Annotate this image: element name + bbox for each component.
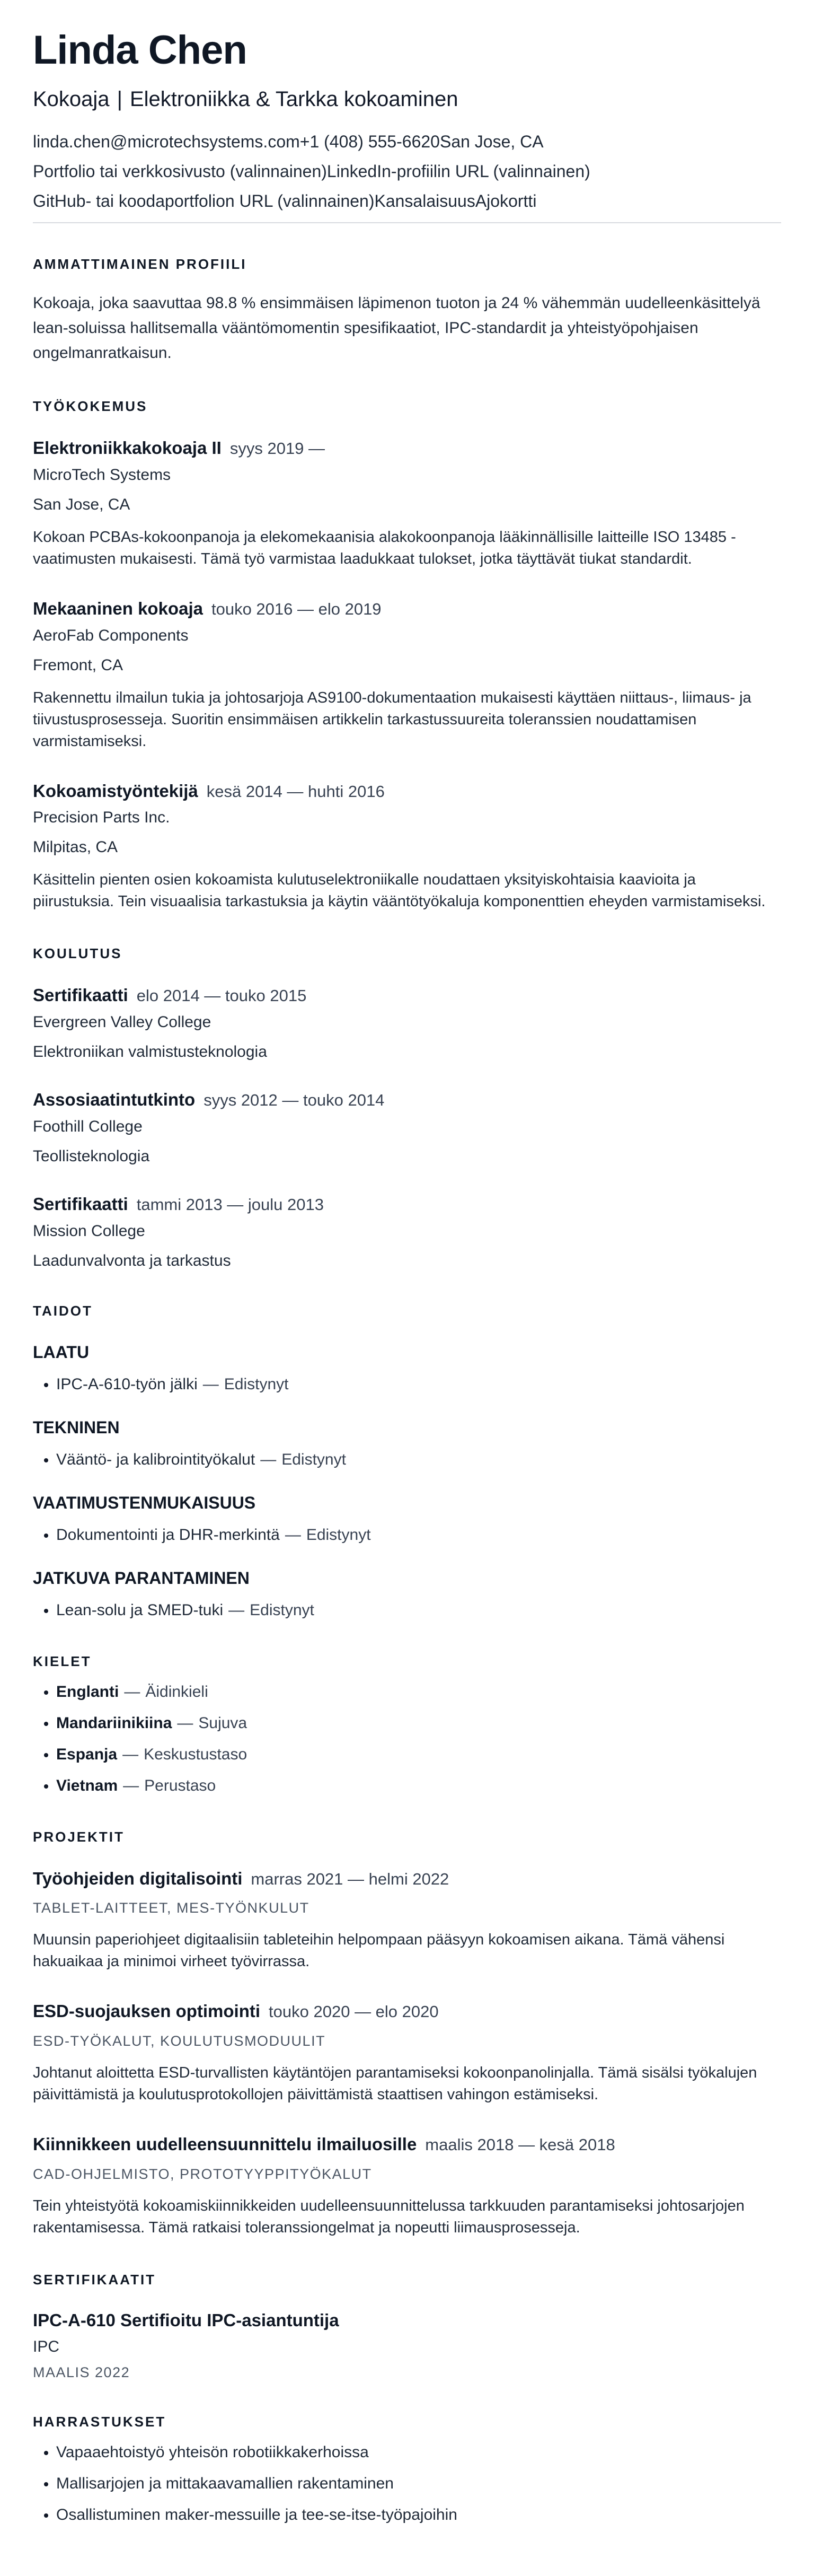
job-title-row — [33, 437, 781, 459]
contact-github: GitHub- tai koodaportfolion URL (valinnainen) — [33, 191, 375, 211]
skill-level: Edistynyt — [250, 1601, 314, 1619]
language-level: Perustaso — [144, 1776, 216, 1794]
project-tools: TABLET-LAITTEET, MES-TYÖNKULUT — [33, 1900, 309, 1916]
section-experience — [33, 398, 781, 913]
project-description: Muunsin paperiohjeet digitaalisiin tableteihin helpompaan pääsyyn kokoamisen aikana. Tämä vähensi hakuaikaa ja minimoi virheet työvirrassa. — [33, 1931, 725, 1970]
section-profile-label: AMMATTIMAINEN PROFIILI — [33, 256, 247, 273]
contact-driving-license: Ajokortti — [475, 191, 537, 211]
job-dates: syys 2019 — — [229, 439, 325, 458]
contact-city: San Jose, CA — [439, 132, 544, 152]
certification-name: IPC-A-610 Sertifioitu IPC-asiantuntija — [33, 2310, 339, 2330]
section-profile — [33, 256, 781, 365]
dash-separator: — — [285, 1526, 301, 1544]
section-certifications — [33, 2272, 781, 2381]
language-level: Sujuva — [198, 1714, 247, 1732]
section-experience-label: TYÖKOKEMUS — [33, 398, 148, 415]
skill-list — [33, 1524, 781, 1545]
project-dates: touko 2020 — elo 2020 — [269, 2002, 439, 2021]
section-skills — [33, 1303, 781, 1620]
skill-item — [56, 1449, 781, 1470]
headline-role: Kokoaja — [33, 87, 110, 111]
skill-level: Edistynyt — [281, 1450, 346, 1468]
education-school: Mission College — [33, 1222, 145, 1240]
skill-category: VAATIMUSTENMUKAISUUS — [33, 1493, 256, 1512]
project-title: ESD-suojauksen optimointi — [33, 2001, 261, 2021]
certification-date: MAALIS 2022 — [33, 2364, 130, 2380]
project-title: Kiinnikkeen uudelleensuunnittelu ilmailuosille — [33, 2134, 417, 2154]
project-description: Johtanut aloittetta ESD-turvallisten käytäntöjen parantamiseksi kokoonpanolinjalla. Tämä sisälsi työkalujen päivittämistä ja koulutusprotokollojen päivittämistä staattisen vahingon estämiseksi. — [33, 2064, 757, 2104]
job-location: Milpitas, CA — [33, 838, 118, 856]
job-title-row — [33, 598, 781, 620]
education-field: Elektroniikan valmistusteknologia — [33, 1043, 267, 1061]
education-dates: syys 2012 — touko 2014 — [204, 1091, 385, 1110]
section-languages — [33, 1653, 781, 1796]
project-tools: ESD-TYÖKALUT, KOULUTUSMODUULIT — [33, 2033, 326, 2049]
hobby-item: • Osallistuminen maker-messuille ja tee-se-itse-työpajoihin — [56, 2504, 781, 2525]
profile-text: Kokoaja, joka saavuttaa 98.8 % ensimmäisen läpimenon tuoton ja 24 % vähemmän uudelleenkäsittelyä lean-soluissa hallitsemalla vääntömomentin spesifikaatiot, IPC-standardit ja yhteistyöpohjaisen ongelmanratkaisun. — [33, 294, 760, 362]
section-education — [33, 945, 781, 1269]
education-field: Laadunvalvonta ja tarkastus — [33, 1251, 231, 1269]
job-entry — [33, 598, 781, 752]
language-name: Mandariinikiina — [56, 1714, 172, 1732]
education-degree: Sertifikaatti — [33, 985, 128, 1005]
job-entry — [33, 780, 781, 913]
education-school: Evergreen Valley College — [33, 1013, 211, 1031]
language-item — [56, 1744, 781, 1765]
education-entry — [33, 984, 781, 1061]
dash-separator: — — [123, 1776, 139, 1794]
education-title-row — [33, 1193, 781, 1215]
contact-row-links — [33, 161, 781, 182]
project-title-row — [33, 1868, 781, 1890]
person-name: Linda Chen — [33, 28, 247, 73]
education-entry — [33, 1089, 781, 1166]
job-dates: kesä 2014 — huhti 2016 — [206, 782, 385, 801]
education-degree: Sertifikaatti — [33, 1194, 128, 1214]
education-dates: tammi 2013 — joulu 2013 — [136, 1195, 324, 1214]
headline — [33, 85, 781, 113]
job-entry — [33, 437, 781, 570]
skill-level: Edistynyt — [224, 1375, 289, 1393]
language-item — [56, 1713, 781, 1733]
contact-portfolio: Portfolio tai verkkosivusto (valinnainen) — [33, 162, 327, 181]
job-description: Kokoan PCBAs-kokoonpanoja ja elekomekaanisia alakokoonpanoja lääkinnällisille laitteille ISO 13485 -vaatimusten mukaisesti. Tämä työ varmistaa laadukkaat tulokset, jotka täyttävät tiukat standardit. — [33, 528, 736, 567]
skill-list — [33, 1600, 781, 1620]
contact-phone: +1 (408) 555-6620 — [299, 132, 440, 152]
job-company: AeroFab Components — [33, 626, 189, 644]
project-dates: marras 2021 — helmi 2022 — [251, 1869, 449, 1888]
skill-name: Dokumentointi ja DHR-merkintä — [56, 1526, 280, 1544]
hobby-list — [33, 2442, 781, 2525]
job-dates: touko 2016 — elo 2019 — [211, 599, 382, 618]
section-education-label: KOULUTUS — [33, 945, 122, 962]
certification-entry — [33, 2310, 781, 2381]
education-degree: Assosiaatintutkinto — [33, 1090, 196, 1110]
project-dates: maalis 2018 — kesä 2018 — [425, 2135, 615, 2154]
job-title-row — [33, 780, 781, 802]
job-company: MicroTech Systems — [33, 466, 171, 484]
project-entry — [33, 2133, 781, 2239]
skill-list — [33, 1374, 781, 1395]
skill-category: JATKUVA PARANTAMINEN — [33, 1568, 250, 1588]
section-hobbies-label: HARRASTUKSET — [33, 2413, 166, 2430]
skill-name: IPC-A-610-työn jälki — [56, 1375, 198, 1393]
skill-list — [33, 1449, 781, 1470]
language-list — [33, 1681, 781, 1796]
certification-org: IPC — [33, 2337, 60, 2355]
contact-citizenship: Kansalaisuus — [374, 191, 475, 211]
dash-separator: — — [202, 1375, 219, 1393]
education-dates: elo 2014 — touko 2015 — [136, 986, 307, 1005]
project-tools: CAD-OHJELMISTO, PROTOTYYPPITYÖKALUT — [33, 2166, 372, 2182]
job-title: Kokoamistyöntekijä — [33, 781, 198, 801]
contact-row-primary — [33, 131, 781, 152]
language-level: Keskustustaso — [144, 1745, 247, 1763]
job-company: Precision Parts Inc. — [33, 809, 170, 827]
language-level: Äidinkieli — [145, 1683, 208, 1701]
section-projects-label: PROJEKTIT — [33, 1828, 125, 1845]
section-projects — [33, 1829, 781, 2239]
job-location: San Jose, CA — [33, 495, 130, 513]
dash-separator: — — [228, 1601, 245, 1619]
section-certifications-label: SERTIFIKAATIT — [33, 2271, 156, 2288]
education-title-row — [33, 1089, 781, 1111]
contact-linkedin: LinkedIn-profiilin URL (valinnainen) — [326, 162, 590, 181]
project-title-row — [33, 2133, 781, 2156]
project-entry — [33, 1868, 781, 1973]
education-entry — [33, 1193, 781, 1270]
section-skills-label: TAIDOT — [33, 1302, 93, 1319]
contact-block — [33, 131, 781, 212]
job-location: Fremont, CA — [33, 656, 123, 674]
job-description: Käsittelin pienten osien kokoamista kulutuselektroniikalle noudattaen yksityiskohtaisia kaavioita ja piirustuksia. Tein visuaalisia tarkastuksia ja käytin vääntötyökaluja komponenttien eheyden varmistamiseksi. — [33, 871, 766, 910]
dash-separator: — — [122, 1745, 139, 1763]
skill-item — [56, 1600, 781, 1620]
project-title: Työohjeiden digitalisointi — [33, 1868, 243, 1888]
skill-level: Edistynyt — [306, 1526, 371, 1544]
headline-separator: | — [117, 87, 122, 111]
job-title: Elektroniikkakokoaja II — [33, 438, 222, 458]
header-divider — [33, 222, 781, 223]
language-item — [56, 1775, 781, 1796]
job-title: Mekaaninen kokoaja — [33, 598, 203, 618]
project-entry — [33, 2000, 781, 2106]
skill-item — [56, 1374, 781, 1395]
language-name: Espanja — [56, 1745, 118, 1763]
contact-row-extra — [33, 190, 781, 212]
dash-separator: — — [124, 1683, 140, 1701]
skill-item — [56, 1524, 781, 1545]
section-languages-label: KIELET — [33, 1653, 92, 1669]
hobby-item: • Vapaaehtoistyö yhteisön robotiikkakerhoissa — [56, 2442, 781, 2463]
skill-category: LAATU — [33, 1342, 90, 1362]
skill-category: TEKNINEN — [33, 1417, 120, 1437]
education-field: Teollisteknologia — [33, 1147, 150, 1165]
skill-name: Vääntö- ja kalibrointityökalut — [56, 1450, 255, 1468]
project-title-row — [33, 2000, 781, 2022]
resume-header — [33, 28, 781, 223]
headline-specialty: Elektroniikka & Tarkka kokoaminen — [129, 87, 458, 111]
hobby-item: • Mallisarjojen ja mittakaavamallien rakentaminen — [56, 2473, 781, 2494]
dash-separator: — — [177, 1714, 193, 1732]
project-description: Tein yhteistyötä kokoamiskiinnikkeiden uudelleensuunnittelussa tarkkuuden parantamiseksi johtosarjojen rakentamisessa. Tämä ratkaisi toleranssiongelmat ja nopeutti liimausprosesseja. — [33, 2197, 745, 2236]
dash-separator: — — [260, 1450, 277, 1468]
language-item — [56, 1681, 781, 1702]
job-description: Rakennettu ilmailun tukia ja johtosarjoja AS9100-dokumentaation mukaisesti käyttäen niittaus-, liimaus- ja tiivustusprosesseja. Suoritin ensimmäisen artikkelin tarkastussuureita toleranssien noudattamisen varmistamiseksi. — [33, 689, 751, 750]
education-title-row — [33, 984, 781, 1006]
education-school: Foothill College — [33, 1117, 143, 1135]
contact-email: linda.chen@microtechsystems.com — [33, 132, 300, 152]
section-hobbies — [33, 2414, 781, 2525]
language-name: Englanti — [56, 1683, 119, 1701]
skill-name: Lean-solu ja SMED-tuki — [56, 1601, 224, 1619]
language-name: Vietnam — [56, 1776, 118, 1794]
